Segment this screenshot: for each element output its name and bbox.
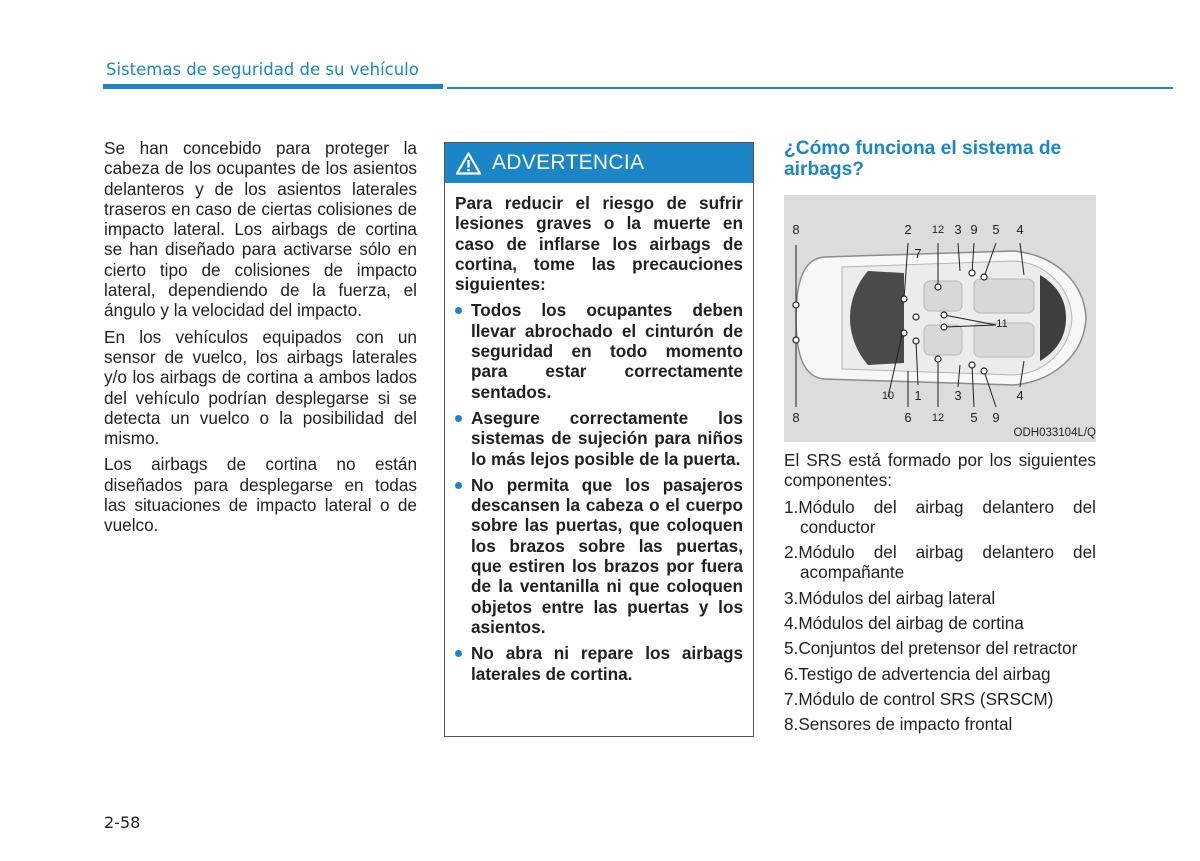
paragraph: En los vehículos equipados con un sensor de vuelco, los airbags laterales y/o los airbags de cortina a ambos lados del vehículo podrían desplegarse si se detecta un vuelco o la posibilidad del mismo.: [104, 326, 417, 449]
warning-triangle-icon: [456, 152, 481, 175]
bullet-dot-icon: [455, 415, 462, 422]
bullet-dot-icon: [455, 650, 462, 657]
warning-bullet-text: No abra ni repare los airbags laterales de cortina.: [471, 643, 743, 684]
component-item: 3.Módulos del airbag lateral: [784, 587, 996, 608]
callout-3-bottom: 3: [954, 388, 962, 403]
component-item: 2.Módulo del airbag delantero del acompañante: [784, 542, 1096, 583]
callout-9-bottom: 9: [992, 410, 1000, 425]
callout-4-bottom: 4: [1016, 388, 1024, 403]
paragraph: Se han concebido para proteger la cabeza de los ocupantes de los asientos delanteros y de los asientos laterales traseros en caso de ciertas colisiones de impacto lateral. Los airbags de cortina se han diseñado para activarse sólo en cierto tipo de colisiones de impacto lateral, dependiendo de la fuerza, el ángulo y la velocidad del impacto.: [104, 138, 417, 321]
callout-10: 10: [881, 390, 895, 402]
warning-intro: Para reducir el riesgo de sufrir lesiones graves o la muerte en caso de inflarse los airbags de cortina, tome las precauciones siguientes:: [455, 193, 743, 295]
header-rule-thick: [103, 84, 443, 89]
warning-bullet: [455, 475, 743, 637]
paragraph: Los airbags de cortina no están diseñados para desplegarse en todas las situaciones de impacto lateral o de vuelco.: [104, 454, 417, 536]
warning-box: [444, 142, 754, 737]
component-item: 6.Testigo de advertencia del airbag: [784, 663, 1051, 684]
callout-3-top: 3: [954, 222, 962, 237]
bullet-dot-icon: [455, 307, 462, 314]
bullet-dot-icon: [455, 482, 462, 489]
figure-code: ODH033104L/Q: [1013, 427, 1096, 439]
callout-12-bottom: 12: [931, 412, 945, 424]
warning-bullet: [455, 300, 743, 401]
callout-1: 1: [914, 388, 922, 403]
page-number: 2-58: [104, 813, 141, 832]
warning-bullet: [455, 643, 743, 684]
callout-5-bottom: 5: [970, 410, 978, 425]
callout-12-top: 12: [931, 224, 945, 236]
warning-bullet: [455, 408, 743, 469]
callout-8-bottom: 8: [792, 410, 800, 425]
warning-title: ADVERTENCIA: [492, 151, 645, 174]
callout-4-top: 4: [1016, 222, 1024, 237]
warning-body: [445, 183, 753, 684]
header-title: Sistemas de seguridad de su vehículo: [106, 60, 419, 79]
callout-2: 2: [904, 222, 912, 237]
left-column: [104, 138, 417, 542]
callout-6: 6: [904, 410, 912, 425]
srs-intro: El SRS está formado por los siguientes componentes:: [784, 450, 1096, 491]
component-item: 4.Módulos del airbag de cortina: [784, 613, 1024, 634]
component-item: 1.Módulo del airbag delantero del conductor: [784, 496, 1096, 537]
component-item: 8.Sensores de impacto frontal: [784, 714, 1013, 735]
header-rule-thin: [447, 87, 1173, 89]
warning-list: [455, 300, 743, 683]
callout-5-top: 5: [992, 222, 1000, 237]
warning-bullet-text: Asegure correctamente los sistemas de sujeción para niños lo más lejos posible de la puerta.: [471, 407, 743, 469]
callout-9-top: 9: [970, 222, 978, 237]
warning-bullet-text: No permita que los pasajeros descansen la cabeza o el cuerpo sobre las puertas, que coloquen los brazos sobre las puertas, que estiren los brazos por fuera de la ventanilla ni que coloquen objetos entre las puertas y los asientos.: [471, 474, 743, 637]
callout-8-top: 8: [792, 222, 800, 237]
airbag-diagram: [784, 195, 1096, 442]
section-heading: ¿Cómo funciona el sistema de airbags?: [784, 138, 1062, 180]
component-item: 5.Conjuntos del pretensor del retractor: [784, 638, 1078, 659]
callout-11: 11: [996, 318, 1008, 330]
right-column: [784, 138, 1096, 740]
warning-header: [445, 143, 753, 183]
component-item: 7.Módulo de control SRS (SRSCM): [784, 688, 1054, 709]
callout-7: 7: [914, 246, 922, 261]
warning-bullet-text: Todos los ocupantes deben llevar abrochado el cinturón de seguridad en todo momento para estar correctamente sentados.: [471, 300, 743, 402]
